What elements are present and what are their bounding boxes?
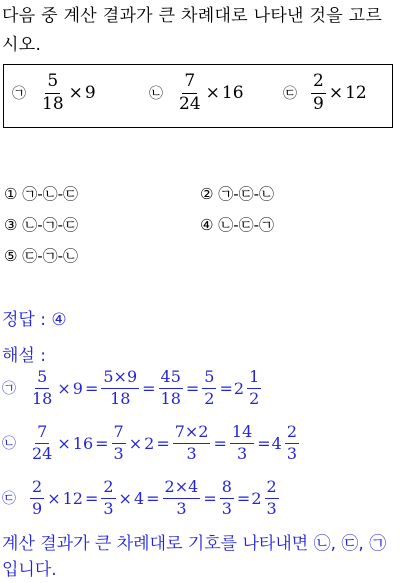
mark-c: ㉢ (283, 86, 297, 103)
numerator: 1 (247, 369, 261, 389)
denominator: 18 (160, 388, 181, 408)
denominator: 2 (204, 388, 215, 408)
option-4[interactable] (200, 215, 274, 235)
fraction (40, 73, 66, 114)
numerator: 2 (285, 424, 299, 444)
equals-sign: = (142, 378, 156, 398)
denominator: 18 (42, 93, 64, 114)
multiply-sign: × (118, 488, 132, 508)
fraction (30, 369, 54, 408)
number: 2 (144, 433, 155, 453)
fraction (311, 73, 326, 114)
expression-a (12, 73, 97, 114)
expression-b (149, 73, 245, 114)
fraction (101, 479, 115, 518)
option-label: ① (4, 185, 18, 203)
numerator: 2 (265, 479, 279, 499)
mark-a: ㉠ (12, 86, 26, 103)
option-text: ㉠-㉢-㉡ (218, 185, 275, 203)
numerator: 5 (202, 369, 216, 389)
multiply-sign: × (328, 83, 344, 104)
question-line-2: 시오. (2, 35, 42, 55)
fraction (230, 424, 254, 463)
option-text: ㉡-㉠-㉢ (22, 216, 79, 234)
option-text: ㉠-㉡-㉢ (22, 185, 79, 203)
numerator: 2 (101, 479, 115, 499)
denominator: 3 (176, 498, 187, 518)
fraction (163, 479, 201, 518)
expression-box (3, 64, 393, 128)
equals-sign: = (213, 433, 227, 453)
numerator: 14 (230, 424, 254, 444)
numerator: 5×9 (101, 369, 139, 389)
multiply-sign: × (128, 433, 143, 453)
solution-line-c (2, 479, 281, 518)
equals-sign: = (185, 378, 200, 398)
fraction (202, 369, 216, 408)
numerator: 45 (159, 369, 183, 389)
numerator: 2 (30, 479, 44, 499)
option-1[interactable] (4, 184, 78, 204)
question-line-1: 다음 중 계산 결과가 큰 차례대로 나타낸 것을 고르 (2, 6, 383, 26)
multiply-sign: × (47, 488, 61, 508)
multiply-sign: × (57, 433, 71, 453)
mixed-number (251, 479, 280, 518)
denominator: 3 (103, 498, 114, 518)
fraction (173, 424, 211, 463)
number: 4 (133, 488, 145, 508)
denominator: 3 (236, 443, 248, 463)
mixed-whole: 4 (271, 433, 282, 453)
factor: 16 (221, 83, 244, 104)
multiply-sign: × (57, 378, 71, 398)
solution-line-b (2, 424, 301, 463)
numerator: 7 (35, 424, 49, 444)
numerator: 7×2 (173, 424, 211, 444)
fraction (285, 424, 299, 463)
denominator: 9 (32, 498, 43, 518)
equals-sign: = (219, 378, 233, 398)
denominator: 24 (179, 93, 201, 114)
answer-value: ④ (51, 310, 67, 330)
fraction (30, 424, 54, 463)
fraction (112, 424, 126, 463)
fraction (220, 479, 234, 518)
equals-sign: = (95, 433, 109, 453)
mark-b: ㉡ (149, 86, 163, 103)
fraction (159, 369, 183, 408)
number: 16 (72, 433, 94, 453)
numerator: 8 (220, 479, 234, 499)
denominator: 2 (249, 388, 260, 408)
fraction (30, 479, 44, 518)
fraction (265, 479, 279, 518)
mark-b: ㉡ (2, 436, 16, 453)
option-label: ② (200, 185, 214, 203)
mixed-whole: 2 (251, 488, 262, 508)
conclusion-line-1: 계산 결과가 큰 차례대로 기호를 나타내면 ㉡, ㉢, ㉠ (2, 534, 387, 554)
equals-sign: = (236, 488, 251, 508)
denominator: 24 (32, 443, 53, 463)
fraction (247, 369, 261, 408)
factor: 9 (84, 83, 96, 104)
fraction (177, 73, 203, 114)
equals-sign: = (156, 433, 170, 453)
answer-line (2, 308, 67, 332)
conclusion-line-2: 입니다. (2, 560, 57, 580)
equals-sign: = (84, 488, 99, 508)
numerator: 5 (35, 369, 49, 389)
explanation-label: 해설 : (2, 346, 46, 366)
answer-label: 정답 : (2, 310, 46, 330)
fraction (101, 369, 139, 408)
solution-line-a (2, 369, 263, 408)
mixed-number (272, 424, 301, 463)
numerator: 7 (182, 73, 197, 94)
multiply-sign: × (68, 83, 83, 104)
denominator: 3 (221, 498, 232, 518)
mark-a: ㉠ (2, 381, 16, 398)
denominator: 3 (266, 498, 277, 518)
numerator: 2 (311, 73, 326, 94)
option-label: ③ (4, 216, 18, 234)
factor: 12 (345, 83, 367, 104)
number: 9 (72, 378, 83, 398)
equals-sign: = (146, 488, 160, 508)
mixed-number (234, 369, 263, 408)
option-label: ⑤ (4, 247, 18, 265)
option-2[interactable] (200, 184, 274, 204)
option-text: ㉢-㉠-㉡ (22, 247, 79, 265)
multiply-sign: × (205, 83, 220, 104)
mark-c: ㉢ (2, 491, 16, 508)
denominator: 3 (286, 443, 298, 463)
mixed-whole: 2 (233, 378, 245, 398)
denominator: 9 (313, 93, 324, 114)
equals-sign: = (257, 433, 271, 453)
numerator: 7 (112, 424, 126, 444)
expression-c (283, 73, 368, 114)
equals-sign: = (84, 378, 99, 398)
numerator: 5 (45, 73, 60, 94)
option-text: ㉡-㉢-㉠ (218, 216, 275, 234)
option-label: ④ (200, 216, 214, 234)
denominator: 18 (32, 388, 53, 408)
option-3[interactable] (4, 215, 78, 235)
equals-sign: = (203, 488, 217, 508)
option-5[interactable] (4, 246, 78, 266)
denominator: 3 (186, 443, 197, 463)
denominator: 3 (113, 443, 124, 463)
numerator: 2×4 (163, 479, 201, 499)
number: 12 (62, 488, 83, 508)
denominator: 18 (110, 388, 131, 408)
